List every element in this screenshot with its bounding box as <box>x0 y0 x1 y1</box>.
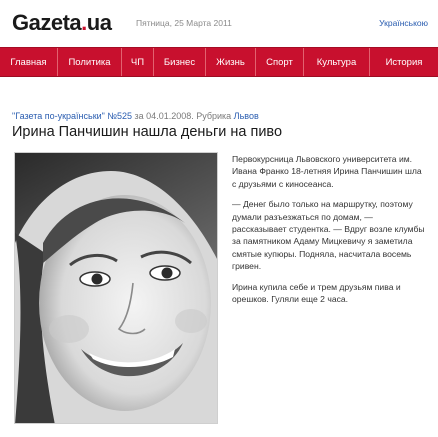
current-date: Пятница, 25 Марта 2011 <box>136 18 232 28</box>
article-body <box>232 153 428 313</box>
nav-item-sport[interactable]: Спорт <box>256 48 304 76</box>
main-nav <box>0 47 438 77</box>
article-title: Ирина Панчишин нашла деньги на пиво <box>12 124 283 140</box>
article-photo <box>14 152 218 424</box>
source-date-text: за 04.01.2008. Рубрика <box>132 111 234 121</box>
nav-item-home[interactable]: Главная <box>0 48 58 76</box>
nav-item-business[interactable]: Бизнес <box>154 48 206 76</box>
article-paragraph: Ирина купила себе и трем друзьям пива и орешков. Гуляли еще 2 часа. <box>232 281 401 305</box>
article-paragraph: — Денег было только на маршрутку, поэтому думали разъезжаться по домам, — рассказывает студентка. — Вдруг возле клумбы за памятником Адаму Мицкевичу я заметила смятые купюры. Подняла, насчитала восемь гривен. <box>232 199 425 272</box>
site-header <box>0 0 438 44</box>
nav-item-life[interactable]: Жизнь <box>206 48 256 76</box>
nav-item-politics[interactable]: Политика <box>58 48 122 76</box>
logo-main: Gazeta <box>12 10 82 35</box>
newspaper-issue-link[interactable]: "Газета по-українськи" №525 <box>12 111 133 121</box>
language-switch-link[interactable]: Українською <box>379 18 428 28</box>
nav-item-culture[interactable]: Культура <box>304 48 370 76</box>
nav-item-incidents[interactable]: ЧП <box>122 48 154 76</box>
site-logo[interactable] <box>12 10 111 36</box>
logo-dot: . <box>81 10 87 35</box>
article-paragraph: Первокурсница Львовского университета им. Ивана Франко 18-летняя Ирина Панчишин шла с друзьями с киносеанса. <box>232 154 422 189</box>
logo-tld: ua <box>86 10 112 35</box>
rubric-link[interactable]: Львов <box>233 111 259 121</box>
article-source <box>12 111 259 121</box>
nav-item-history[interactable]: История <box>385 56 423 68</box>
